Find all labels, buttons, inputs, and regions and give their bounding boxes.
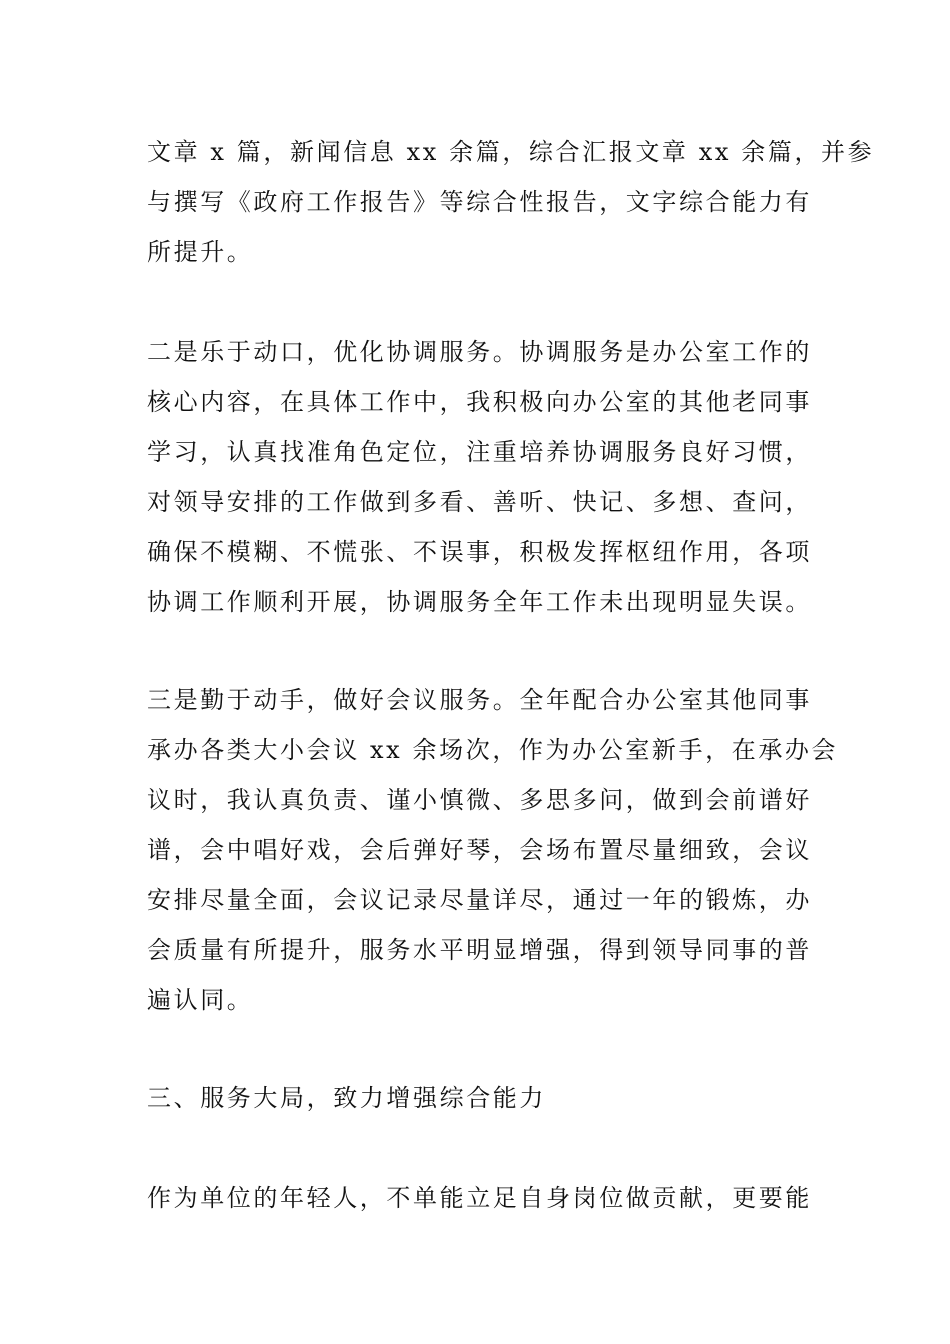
paragraph-3-line-6: 会质量有所提升，服务水平明显增强，得到领导同事的普 bbox=[147, 936, 812, 964]
paragraph-2-line-3: 学习，认真找准角色定位，注重培养协调服务良好习惯， bbox=[147, 438, 812, 466]
paragraph-2-line-5: 确保不模糊、不慌张、不误事，积极发挥枢纽作用，各项 bbox=[147, 538, 812, 566]
paragraph-1-line-3: 所提升。 bbox=[147, 238, 254, 266]
paragraph-3-line-3: 议时，我认真负责、谨小慎微、多思多问，做到会前谱好 bbox=[147, 786, 812, 814]
paragraph-2-line-6: 协调工作顺利开展，协调服务全年工作未出现明显失误。 bbox=[147, 588, 812, 616]
paragraph-3-line-7: 遍认同。 bbox=[147, 986, 254, 1014]
paragraph-1-line-2: 与撰写《政府工作报告》等综合性报告，文字综合能力有 bbox=[147, 188, 812, 216]
paragraph-3-line-1: 三是勤于动手，做好会议服务。全年配合办公室其他同事 bbox=[147, 686, 812, 714]
paragraph-3-line-4: 谱，会中唱好戏，会后弹好琴，会场布置尽量细致，会议 bbox=[147, 836, 812, 864]
paragraph-2-line-1: 二是乐于动口，优化协调服务。协调服务是办公室工作的 bbox=[147, 338, 812, 366]
paragraph-3-line-5: 安排尽量全面，会议记录尽量详尽，通过一年的锻炼，办 bbox=[147, 886, 812, 914]
paragraph-3-line-2: 承办各类大小会议 xx 余场次，作为办公室新手，在承办会 bbox=[147, 736, 839, 764]
paragraph-2-line-2: 核心内容，在具体工作中，我积极向办公室的其他老同事 bbox=[147, 388, 812, 416]
paragraph-4-line-1: 作为单位的年轻人，不单能立足自身岗位做贡献，更要能 bbox=[147, 1184, 812, 1212]
paragraph-1-line-1: 文章 x 篇，新闻信息 xx 余篇，综合汇报文章 xx 余篇，并参 bbox=[147, 138, 875, 166]
section-heading: 三、服务大局，致力增强综合能力 bbox=[147, 1084, 546, 1112]
paragraph-2-line-4: 对领导安排的工作做到多看、善听、快记、多想、查问， bbox=[147, 488, 812, 516]
